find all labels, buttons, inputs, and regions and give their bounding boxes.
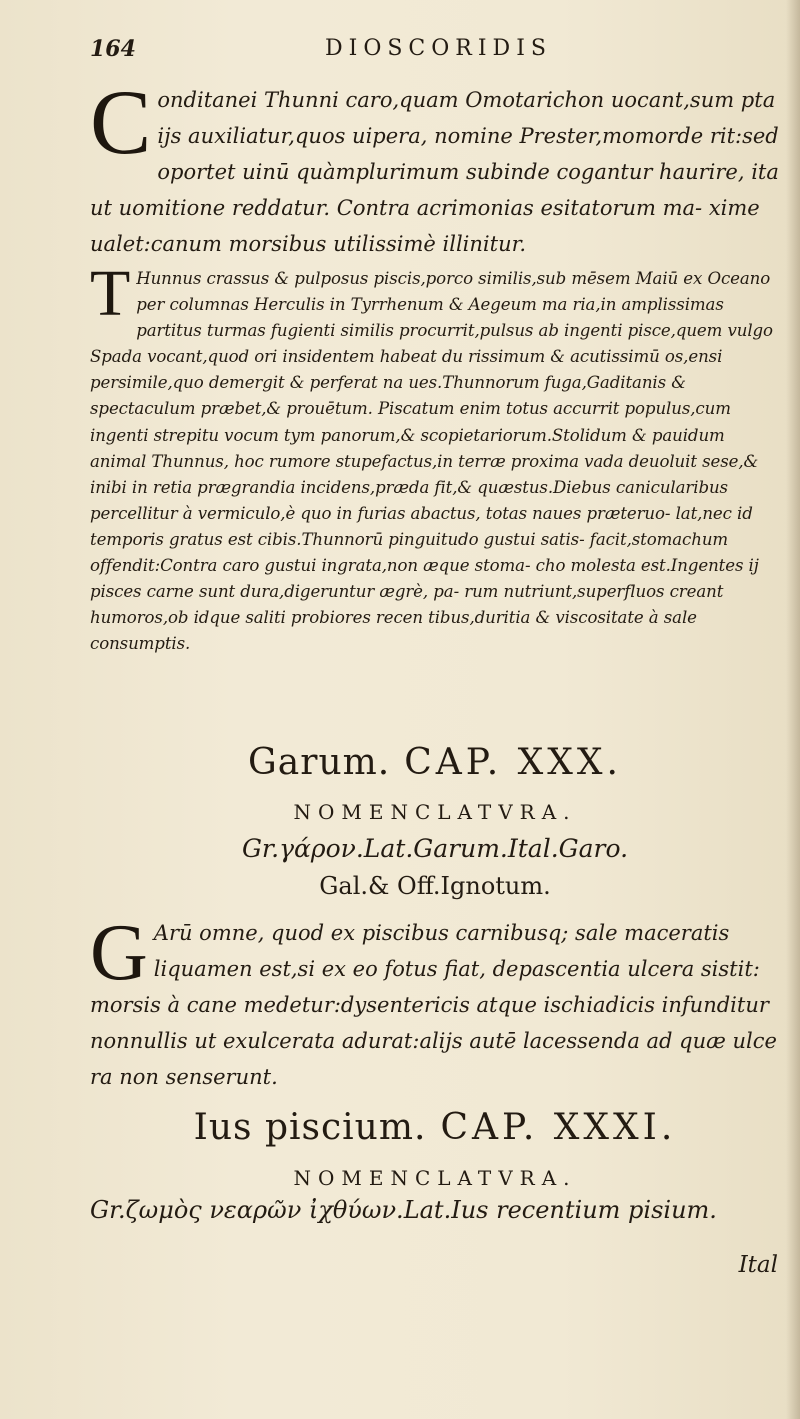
nomenclatura-heading: NOMENCLATVRA.	[293, 1166, 577, 1190]
chapter-name: Garum.	[248, 742, 391, 783]
drop-capital: C	[90, 71, 152, 173]
running-head: DIOSCORIDIS	[325, 36, 552, 61]
nomenclatura-heading: NOMENCLATVRA.	[293, 800, 577, 824]
paragraph-thunnus-caro	[90, 71, 780, 262]
paragraph-text: Arū omne, quod ex piscibus carnibusq; sale maceratis liquamen est,si ex eo fotus fiat, depascentia ulcera sistit: morsis à cane medetur:dysentericis atque ischiadicis infunditur nonnullis ut exulcerata adurat:alijs autē lacessenda ad quæ ulce ra non senserunt.	[90, 921, 777, 1089]
paragraph-garum	[90, 909, 780, 1095]
drop-capital: G	[90, 909, 148, 997]
paragraph-thunnus-commentary	[90, 257, 780, 657]
nomenclature-names-continued: Gal.& Off.Ignotum.	[319, 872, 551, 900]
paragraph-text: onditanei Thunni caro,quam Omotarichon uocant,sum pta ijs auxiliatur,quos uipera, nomine Prester,momorde rit:sed oportet uinū quàmplurimum subinde cogantur haurire, ita ut uomitione reddatur. Contra acrimonias esitatorum ma- xime ualet:canum morsibus utilissimè illinitur.	[90, 88, 779, 256]
page-header	[90, 32, 770, 72]
drop-capital: T	[90, 257, 131, 330]
catchword: Ital	[738, 1252, 778, 1278]
folio-number: 164	[90, 36, 136, 62]
chapter-name: Ius piscium.	[193, 1107, 427, 1148]
chapter-title-ius-piscium	[90, 1107, 780, 1148]
paragraph-text: Hunnus crassus & pulposus piscis,porco similis,sub mēsem Maiū ex Oceano per columnas Herculis in Tyrrhenum & Aegeum ma ria,in amplissimas partitus turmas fugienti similis procurrit,pulsus ab ingenti pisce,quem vulgo Spada vocant,quod ori insidentem habeat du rissimum & acutissimū os,ensi persimile,quo demergit & perferat na ues.Thunnorum fuga,Gaditanis & spectaculum præbet,& prouētum. Piscatum enim totus accurrit populus,cum ingenti strepitu vocum tym panorum,& scopietariorum.Stolidum & pauidum animal Thunnus, hoc rumore stupefactus,in terræ proxima vada deuoluit sese,& inibi in retia prægrandia incidens,præda fit,& quæstus.Diebus canicularibus percellitur à vermiculo,è quo in furias abactus, totas naues præteruo- lat,nec id temporis gratus est cibis.Thunnorū pinguitudo gustui satis- facit,stomachum offendit:Contra caro gustui ingrata,non æque stoma- cho molesta est.Ingentes ij pisces carne sunt dura,digeruntur ægrè, pa- rum nutriunt,superfluos creant humoros,ob idque saliti probiores recen tibus,duritia & viscositate à sale consumptis.	[90, 269, 773, 654]
chapter-number: CAP. XXXI.	[440, 1107, 677, 1148]
nomenclature-names: Gr.ζωμὸς νεαρῶν ἰχθύων.Lat.Ius recentium pisium.	[90, 1196, 717, 1224]
nomenclature-names: Gr.γάρον.Lat.Garum.Ital.Garo.	[241, 834, 629, 863]
chapter-number: CAP. XXX.	[404, 742, 622, 783]
chapter-title-garum	[90, 742, 780, 783]
